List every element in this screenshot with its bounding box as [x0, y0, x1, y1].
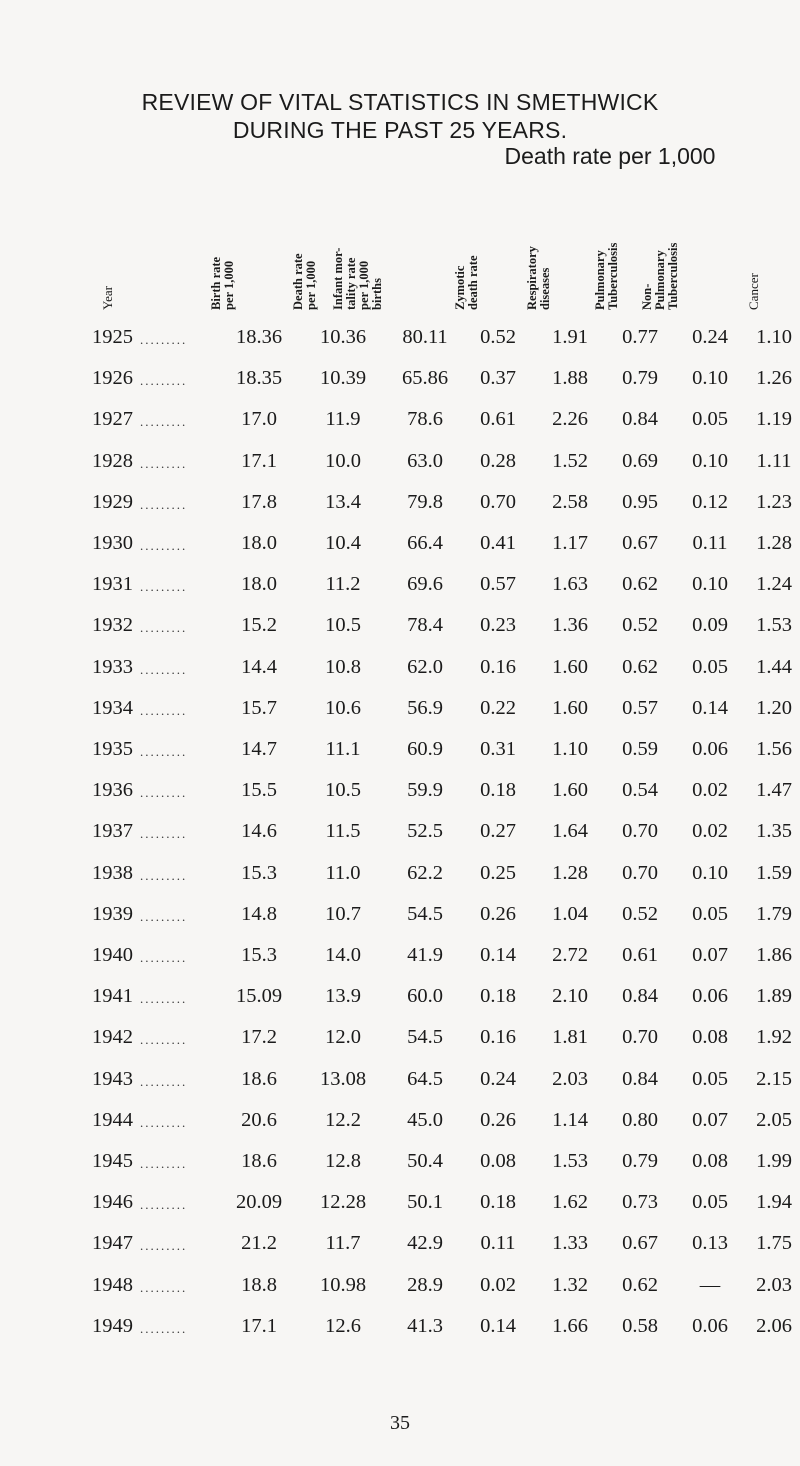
cancer-cell: 1.53 — [756, 614, 792, 637]
non-pulmonary-tb-cell: 0.24 — [692, 326, 728, 348]
birth-rate-cell: 18.0 — [241, 532, 277, 554]
death-rate-cell: 11.7 — [325, 1232, 361, 1255]
infant-mortality-cell: 50.1 — [407, 1191, 443, 1214]
leader-dots: ......... — [140, 702, 188, 718]
non-pulmonary-tb-cell: 0.06 — [692, 985, 728, 1008]
leader-dots: ......... — [140, 1320, 188, 1336]
pulmonary-tb-cell: 0.77 — [622, 326, 658, 348]
pulmonary-tb-cell: 0.58 — [622, 1314, 658, 1337]
respiratory-cell: 1.32 — [552, 1273, 588, 1296]
infant-mortality-cell: 56.9 — [407, 696, 443, 719]
respiratory-cell: 1.36 — [552, 614, 588, 637]
respiratory-cell: 1.17 — [552, 532, 588, 554]
table-row — [0, 862, 800, 892]
pulmonary-tb-cell: 0.84 — [622, 985, 658, 1008]
table-row — [0, 1232, 800, 1262]
year-cell: 1945 — [92, 1150, 133, 1172]
table-row — [0, 491, 800, 521]
pulmonary-tb-cell: 0.52 — [622, 614, 658, 637]
zymotic-cell: 0.24 — [480, 1067, 516, 1090]
table-row — [0, 779, 800, 809]
table-row — [0, 985, 800, 1015]
table-row — [0, 326, 800, 356]
leader-dots: ......... — [140, 579, 188, 595]
non-pulmonary-tb-cell: 0.06 — [692, 1314, 728, 1337]
pulmonary-tb-cell: 0.69 — [622, 449, 658, 472]
respiratory-cell: 1.52 — [552, 449, 588, 472]
leader-dots: ......... — [140, 1197, 188, 1213]
year-cell: 1934 — [92, 696, 133, 719]
infant-mortality-cell: 66.4 — [407, 532, 443, 554]
leader-dots: ......... — [140, 1279, 188, 1295]
pulmonary-tb-cell: 0.73 — [622, 1191, 658, 1214]
leader-dots: ......... — [140, 538, 188, 553]
leader-dots: ......... — [140, 1073, 188, 1089]
table-row — [0, 697, 800, 727]
pulmonary-tb-cell: 0.54 — [622, 779, 658, 802]
zymotic-cell: 0.23 — [480, 614, 516, 637]
non-pulmonary-tb-cell: 0.05 — [692, 1191, 728, 1214]
pulmonary-tb-cell: 0.70 — [622, 1026, 658, 1049]
respiratory-cell: 1.60 — [552, 779, 588, 802]
table-row — [0, 408, 800, 438]
respiratory-cell: 1.81 — [552, 1026, 588, 1049]
respiratory-cell: 1.14 — [552, 1108, 588, 1131]
death-rate-cell: 11.5 — [325, 820, 361, 843]
leader-dots: ......... — [140, 950, 188, 965]
zymotic-cell: 0.31 — [480, 738, 516, 760]
pulmonary-tb-cell: 0.61 — [622, 944, 658, 966]
cancer-cell: 2.03 — [756, 1273, 792, 1296]
year-cell: 1941 — [92, 985, 133, 1008]
zymotic-cell: 0.26 — [480, 902, 516, 925]
respiratory-cell: 2.03 — [552, 1067, 588, 1090]
pulmonary-tb-cell: 0.57 — [622, 696, 658, 719]
death-rate-cell: 12.2 — [325, 1108, 361, 1131]
respiratory-cell: 1.62 — [552, 1191, 588, 1214]
infant-mortality-cell: 78.4 — [407, 614, 443, 637]
pulmonary-tb-cell: 0.67 — [622, 1232, 658, 1255]
infant-mortality-cell: 41.3 — [407, 1314, 443, 1337]
death-rate-cell: 12.6 — [325, 1314, 361, 1337]
infant-mortality-cell: 62.2 — [407, 861, 443, 884]
table-row — [0, 1274, 800, 1304]
infant-mortality-cell: 42.9 — [407, 1232, 443, 1255]
zymotic-cell: 0.26 — [480, 1108, 516, 1131]
leader-dots: ......... — [140, 414, 188, 430]
leader-dots: ......... — [140, 826, 188, 842]
zymotic-cell: 0.27 — [480, 820, 516, 843]
pulmonary-tb-cell: 0.80 — [622, 1108, 658, 1131]
zymotic-cell: 0.25 — [480, 861, 516, 884]
respiratory-cell: 1.60 — [552, 655, 588, 678]
non-pulmonary-tb-cell: 0.08 — [692, 1150, 728, 1172]
cancer-cell: 1.79 — [756, 902, 792, 925]
cancer-cell: 2.05 — [756, 1108, 792, 1131]
leader-dots: ......... — [140, 332, 188, 347]
infant-mortality-cell: 62.0 — [407, 655, 443, 678]
leader-dots: ......... — [140, 908, 188, 924]
leader-dots: ......... — [140, 744, 188, 759]
zymotic-cell: 0.22 — [480, 696, 516, 719]
year-cell: 1946 — [92, 1191, 133, 1214]
non-pulmonary-tb-cell: 0.05 — [692, 655, 728, 678]
infant-mortality-cell: 41.9 — [407, 944, 443, 966]
infant-mortality-cell: 59.9 — [407, 779, 443, 802]
death-rate-cell: 10.8 — [325, 655, 361, 678]
page-number: 35 — [390, 1412, 410, 1434]
birth-rate-cell: 15.5 — [241, 779, 277, 802]
non-pulmonary-tb-cell: 0.10 — [692, 861, 728, 884]
respiratory-cell: 1.04 — [552, 902, 588, 925]
cancer-cell: 1.86 — [756, 944, 792, 966]
year-cell: 1929 — [92, 490, 133, 513]
leader-dots: ......... — [140, 496, 188, 512]
year-cell: 1935 — [92, 738, 133, 760]
non-pulmonary-tb-cell: 0.10 — [692, 367, 728, 390]
year-cell: 1938 — [92, 861, 133, 884]
cancer-cell: 1.11 — [756, 449, 792, 472]
birth-rate-cell: 17.0 — [241, 408, 277, 431]
leader-dots: ......... — [140, 620, 188, 636]
table-row — [0, 903, 800, 933]
respiratory-cell: 1.64 — [552, 820, 588, 843]
death-rate-cell: 12.0 — [325, 1026, 361, 1049]
table-row — [0, 944, 800, 974]
table-row — [0, 1068, 800, 1098]
cancer-cell: 1.99 — [756, 1150, 792, 1172]
respiratory-cell: 1.66 — [552, 1314, 588, 1337]
death-rate-cell: 10.5 — [325, 614, 361, 637]
cancer-cell: 1.19 — [756, 408, 792, 431]
non-pulmonary-tb-cell: 0.02 — [692, 820, 728, 843]
zymotic-cell: 0.02 — [480, 1273, 516, 1296]
cancer-cell: 1.89 — [756, 985, 792, 1008]
table-row — [0, 820, 800, 850]
non-pulmonary-tb-cell: 0.02 — [692, 779, 728, 802]
death-rate-cell: 11.9 — [325, 408, 361, 431]
zymotic-cell: 0.52 — [480, 326, 516, 348]
zymotic-cell: 0.70 — [480, 490, 516, 513]
birth-rate-cell: 15.2 — [241, 614, 277, 637]
non-pulmonary-tb-cell: 0.07 — [692, 944, 728, 966]
cancer-cell: 2.06 — [756, 1314, 792, 1337]
zymotic-cell: 0.37 — [480, 367, 516, 390]
cancer-cell: 1.75 — [756, 1232, 792, 1255]
year-cell: 1933 — [92, 655, 133, 678]
pulmonary-tb-cell: 0.79 — [622, 1150, 658, 1172]
zymotic-cell: 0.08 — [480, 1150, 516, 1172]
year-cell: 1948 — [92, 1273, 133, 1296]
respiratory-cell: 2.10 — [552, 985, 588, 1008]
birth-rate-cell: 20.6 — [241, 1108, 277, 1131]
infant-mortality-cell: 52.5 — [407, 820, 443, 843]
infant-mortality-cell: 64.5 — [407, 1067, 443, 1090]
respiratory-cell: 1.10 — [552, 738, 588, 760]
zymotic-cell: 0.61 — [480, 408, 516, 431]
year-cell: 1928 — [92, 449, 133, 472]
death-rate-cell: 10.7 — [325, 902, 361, 925]
leader-dots: ......... — [140, 991, 188, 1007]
birth-rate-cell: 15.09 — [235, 985, 283, 1008]
leader-dots: ......... — [140, 661, 188, 677]
infant-mortality-cell: 79.8 — [407, 490, 443, 513]
non-pulmonary-tb-cell: 0.12 — [692, 490, 728, 513]
birth-rate-cell: 14.8 — [241, 902, 277, 925]
pulmonary-tb-cell: 0.79 — [622, 367, 658, 390]
year-cell: 1927 — [92, 408, 133, 431]
respiratory-cell: 1.88 — [552, 367, 588, 390]
respiratory-cell: 1.91 — [552, 326, 588, 348]
zymotic-cell: 0.16 — [480, 1026, 516, 1049]
non-pulmonary-tb-cell: 0.08 — [692, 1026, 728, 1049]
page-title — [0, 88, 800, 144]
zymotic-cell: 0.14 — [480, 944, 516, 966]
cancer-cell: 1.59 — [756, 861, 792, 884]
pulmonary-tb-cell: 0.67 — [622, 532, 658, 554]
cancer-cell: 1.20 — [756, 696, 792, 719]
year-cell: 1936 — [92, 779, 133, 802]
cancer-cell: 1.92 — [756, 1026, 792, 1049]
cancer-cell: 2.15 — [756, 1067, 792, 1090]
death-rate-cell: 11.1 — [325, 738, 361, 760]
pulmonary-tb-cell: 0.62 — [622, 573, 658, 596]
infant-mortality-cell: 54.5 — [407, 1026, 443, 1049]
birth-rate-cell: 14.7 — [241, 738, 277, 760]
infant-mortality-cell: 54.5 — [407, 902, 443, 925]
pulmonary-tb-cell: 0.84 — [622, 408, 658, 431]
year-cell: 1942 — [92, 1026, 133, 1049]
non-pulmonary-tb-cell: 0.09 — [692, 614, 728, 637]
zymotic-cell: 0.18 — [480, 985, 516, 1008]
pulmonary-tb-cell: 0.84 — [622, 1067, 658, 1090]
respiratory-cell: 1.28 — [552, 861, 588, 884]
death-rate-cell: 10.98 — [319, 1273, 367, 1296]
respiratory-cell: 1.60 — [552, 696, 588, 719]
cancer-cell: 1.44 — [756, 655, 792, 678]
cancer-cell: 1.26 — [756, 367, 792, 390]
death-rate-cell: 10.36 — [319, 326, 367, 348]
leader-dots: ......... — [140, 1156, 188, 1171]
pulmonary-tb-cell: 0.59 — [622, 738, 658, 760]
birth-rate-cell: 18.6 — [241, 1067, 277, 1090]
non-pulmonary-tb-cell: 0.14 — [692, 696, 728, 719]
cancer-cell: 1.10 — [756, 326, 792, 348]
death-rate-cell: 10.5 — [325, 779, 361, 802]
death-rate-cell: 12.8 — [325, 1150, 361, 1172]
cancer-cell: 1.47 — [756, 779, 792, 802]
death-rate-cell: 10.39 — [319, 367, 367, 390]
birth-rate-cell: 15.3 — [241, 944, 277, 966]
non-pulmonary-tb-cell: 0.10 — [692, 449, 728, 472]
birth-rate-cell: 18.35 — [235, 367, 283, 390]
infant-mortality-cell: 65.86 — [401, 367, 449, 390]
zymotic-cell: 0.28 — [480, 449, 516, 472]
year-cell: 1939 — [92, 902, 133, 925]
non-pulmonary-tb-cell: 0.13 — [692, 1232, 728, 1255]
birth-rate-cell: 17.1 — [241, 1314, 277, 1337]
infant-mortality-cell: 50.4 — [407, 1150, 443, 1172]
pulmonary-tb-cell: 0.70 — [622, 861, 658, 884]
year-cell: 1926 — [92, 367, 133, 390]
year-cell: 1937 — [92, 820, 133, 843]
table-row — [0, 1109, 800, 1139]
zymotic-cell: 0.11 — [480, 1232, 516, 1255]
table-row — [0, 738, 800, 768]
table-row — [0, 573, 800, 603]
birth-rate-cell: 14.4 — [241, 655, 277, 678]
birth-rate-cell: 21.2 — [241, 1232, 277, 1255]
death-rate-cell: 13.9 — [325, 985, 361, 1008]
leader-dots: ......... — [140, 373, 188, 389]
non-pulmonary-tb-cell: 0.05 — [692, 408, 728, 431]
table-row — [0, 614, 800, 644]
leader-dots: ......... — [140, 1032, 188, 1048]
birth-rate-cell: 17.1 — [241, 449, 277, 472]
cancer-cell: 1.56 — [756, 738, 792, 760]
zymotic-cell: 0.41 — [480, 532, 516, 554]
respiratory-cell: 1.33 — [552, 1232, 588, 1255]
year-cell: 1940 — [92, 944, 133, 966]
birth-rate-cell: 17.2 — [241, 1026, 277, 1049]
birth-rate-cell: 20.09 — [235, 1191, 283, 1214]
non-pulmonary-tb-cell: 0.07 — [692, 1108, 728, 1131]
cancer-cell: 1.35 — [756, 820, 792, 843]
cancer-cell: 1.24 — [756, 573, 792, 596]
respiratory-cell: 2.58 — [552, 490, 588, 513]
zymotic-cell: 0.16 — [480, 655, 516, 678]
year-cell: 1932 — [92, 614, 133, 637]
year-cell: 1944 — [92, 1108, 133, 1131]
year-cell: 1925 — [92, 326, 133, 348]
year-cell: 1949 — [92, 1314, 133, 1337]
pulmonary-tb-cell: 0.62 — [622, 1273, 658, 1296]
title-line-1: REVIEW OF VITAL STATISTICS IN SMETHWICK — [141, 89, 659, 115]
death-rate-group-heading: Death rate per 1,000 — [504, 143, 716, 169]
non-pulmonary-tb-cell: 0.05 — [692, 1067, 728, 1090]
zymotic-cell: 0.14 — [480, 1314, 516, 1337]
cancer-cell: 1.28 — [756, 532, 792, 554]
infant-mortality-cell: 69.6 — [407, 573, 443, 596]
non-pulmonary-tb-cell: 0.10 — [692, 573, 728, 596]
year-cell: 1930 — [92, 532, 133, 554]
non-pulmonary-tb-cell: 0.11 — [692, 532, 728, 554]
respiratory-cell: 2.72 — [552, 944, 588, 966]
death-rate-cell: 11.0 — [325, 861, 361, 884]
table-row — [0, 1150, 800, 1180]
birth-rate-cell: 18.6 — [241, 1150, 277, 1172]
year-cell: 1943 — [92, 1067, 133, 1090]
birth-rate-cell: 18.36 — [235, 326, 283, 348]
non-pulmonary-tb-cell: — — [699, 1273, 721, 1296]
birth-rate-cell: 14.6 — [241, 820, 277, 843]
zymotic-cell: 0.57 — [480, 573, 516, 596]
table-row — [0, 1315, 800, 1345]
infant-mortality-cell: 60.0 — [407, 985, 443, 1008]
death-rate-cell: 13.4 — [325, 490, 361, 513]
death-rate-cell: 11.2 — [325, 573, 361, 596]
pulmonary-tb-cell: 0.70 — [622, 820, 658, 843]
respiratory-cell: 1.63 — [552, 573, 588, 596]
death-rate-cell: 12.28 — [319, 1191, 367, 1214]
infant-mortality-cell: 60.9 — [407, 738, 443, 760]
leader-dots: ......... — [140, 1238, 188, 1254]
year-cell: 1931 — [92, 573, 133, 596]
birth-rate-cell: 15.3 — [241, 861, 277, 884]
leader-dots: ......... — [140, 785, 188, 801]
table-row — [0, 656, 800, 686]
death-rate-cell: 10.4 — [325, 532, 361, 554]
death-rate-cell: 10.6 — [325, 696, 361, 719]
infant-mortality-cell: 63.0 — [407, 449, 443, 472]
year-cell: 1947 — [92, 1232, 133, 1255]
pulmonary-tb-cell: 0.62 — [622, 655, 658, 678]
non-pulmonary-tb-cell: 0.06 — [692, 738, 728, 760]
pulmonary-tb-cell: 0.95 — [622, 490, 658, 513]
respiratory-cell: 2.26 — [552, 408, 588, 431]
title-line-2: DURING THE PAST 25 YEARS. — [232, 117, 568, 143]
birth-rate-cell: 15.7 — [241, 696, 277, 719]
table-row — [0, 450, 800, 480]
leader-dots: ......... — [140, 455, 188, 471]
cancer-cell: 1.23 — [756, 490, 792, 513]
infant-mortality-cell: 45.0 — [407, 1108, 443, 1131]
table-row — [0, 1026, 800, 1056]
birth-rate-cell: 18.0 — [241, 573, 277, 596]
infant-mortality-cell: 80.11 — [402, 326, 448, 348]
infant-mortality-cell: 78.6 — [407, 408, 443, 431]
zymotic-cell: 0.18 — [480, 779, 516, 802]
death-rate-cell: 10.0 — [325, 449, 361, 472]
table-row — [0, 367, 800, 397]
table-row — [0, 1191, 800, 1221]
birth-rate-cell: 17.8 — [241, 490, 277, 513]
leader-dots: ......... — [140, 867, 188, 883]
death-rate-cell: 14.0 — [325, 944, 361, 966]
table-row — [0, 532, 800, 562]
infant-mortality-cell: 28.9 — [407, 1273, 443, 1296]
zymotic-cell: 0.18 — [480, 1191, 516, 1214]
cancer-cell: 1.94 — [756, 1191, 792, 1214]
non-pulmonary-tb-cell: 0.05 — [692, 902, 728, 925]
leader-dots: ......... — [140, 1114, 188, 1130]
death-rate-cell: 13.08 — [319, 1067, 367, 1090]
respiratory-cell: 1.53 — [552, 1150, 588, 1172]
pulmonary-tb-cell: 0.52 — [622, 902, 658, 925]
birth-rate-cell: 18.8 — [241, 1273, 277, 1296]
